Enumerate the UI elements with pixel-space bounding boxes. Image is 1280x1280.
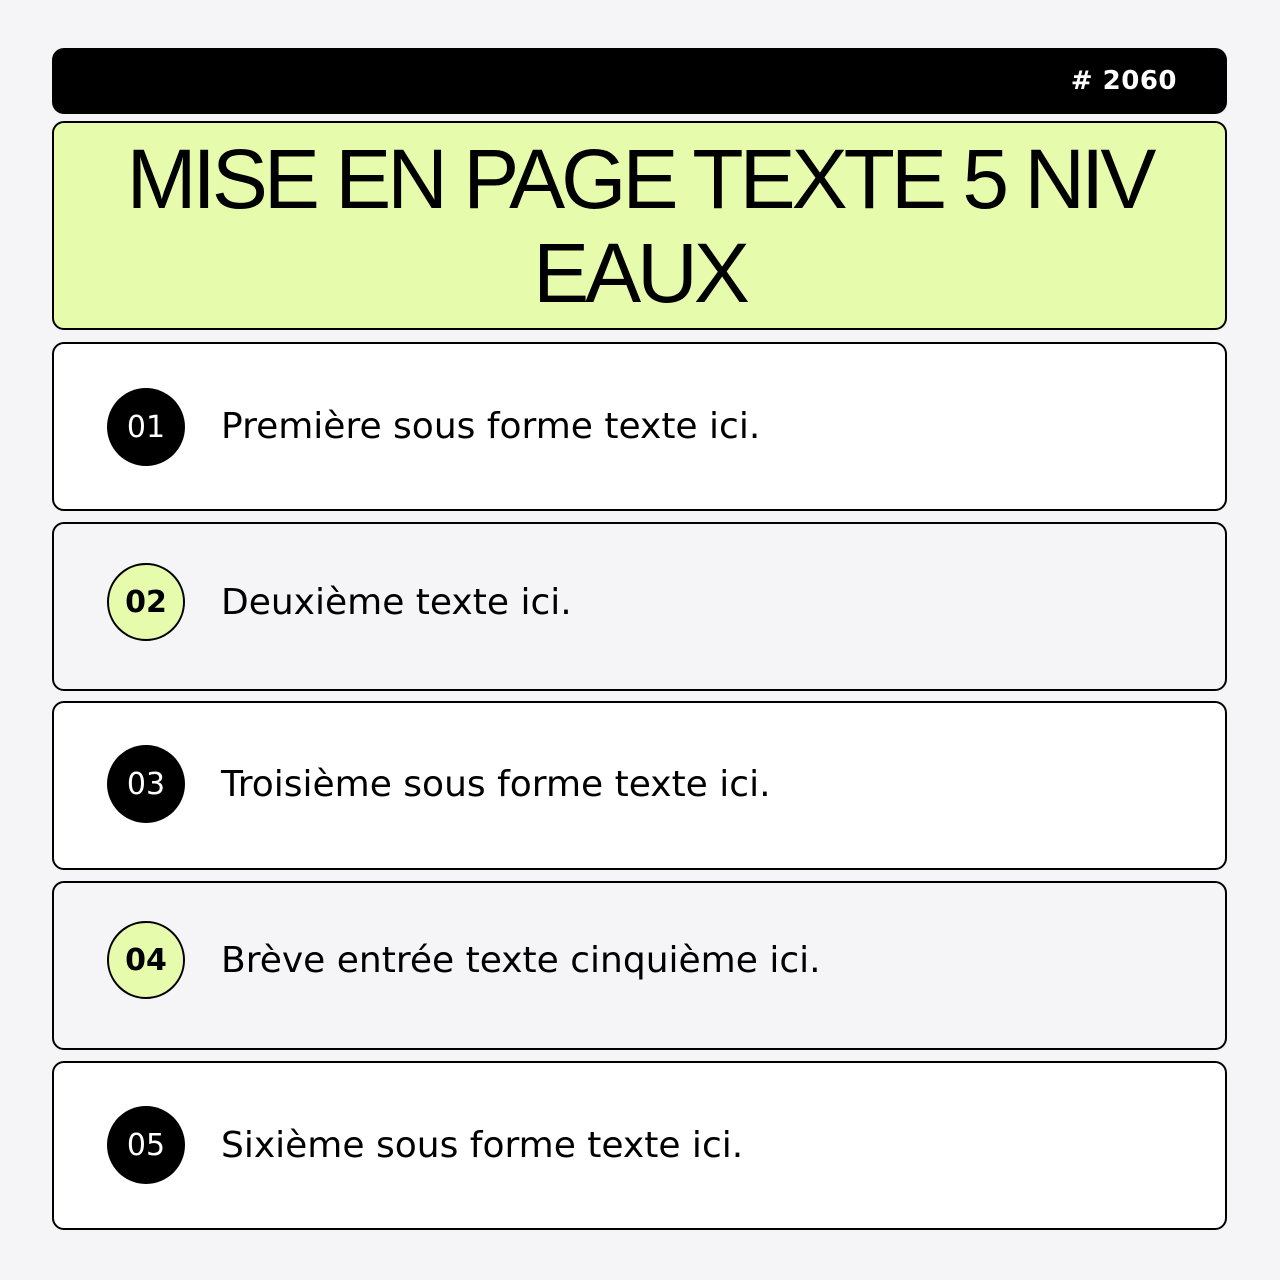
title-banner [52,121,1227,330]
list-item [52,522,1227,691]
reference-number: # 2060 [1070,66,1177,96]
list-item [52,881,1227,1050]
item-number-badge: 05 [107,1106,185,1184]
item-text: Première sous forme texte ici. [221,406,761,447]
item-text: Brève entrée texte cinquième ici. [221,940,821,981]
item-text: Sixième sous forme texte ici. [221,1125,744,1166]
item-number-badge: 02 [107,563,185,641]
item-text: Deuxième texte ici. [221,582,572,623]
header-bar [52,48,1227,114]
list-item [52,701,1227,870]
item-number-badge: 04 [107,921,185,999]
item-text: Troisième sous forme texte ici. [221,764,771,805]
list-item [52,1061,1227,1230]
item-number-badge: 03 [107,745,185,823]
item-number-badge: 01 [107,388,185,466]
list-item [52,342,1227,511]
page-title: MISE EN PAGE TEXTE 5 NIVEAUX [126,131,1153,320]
